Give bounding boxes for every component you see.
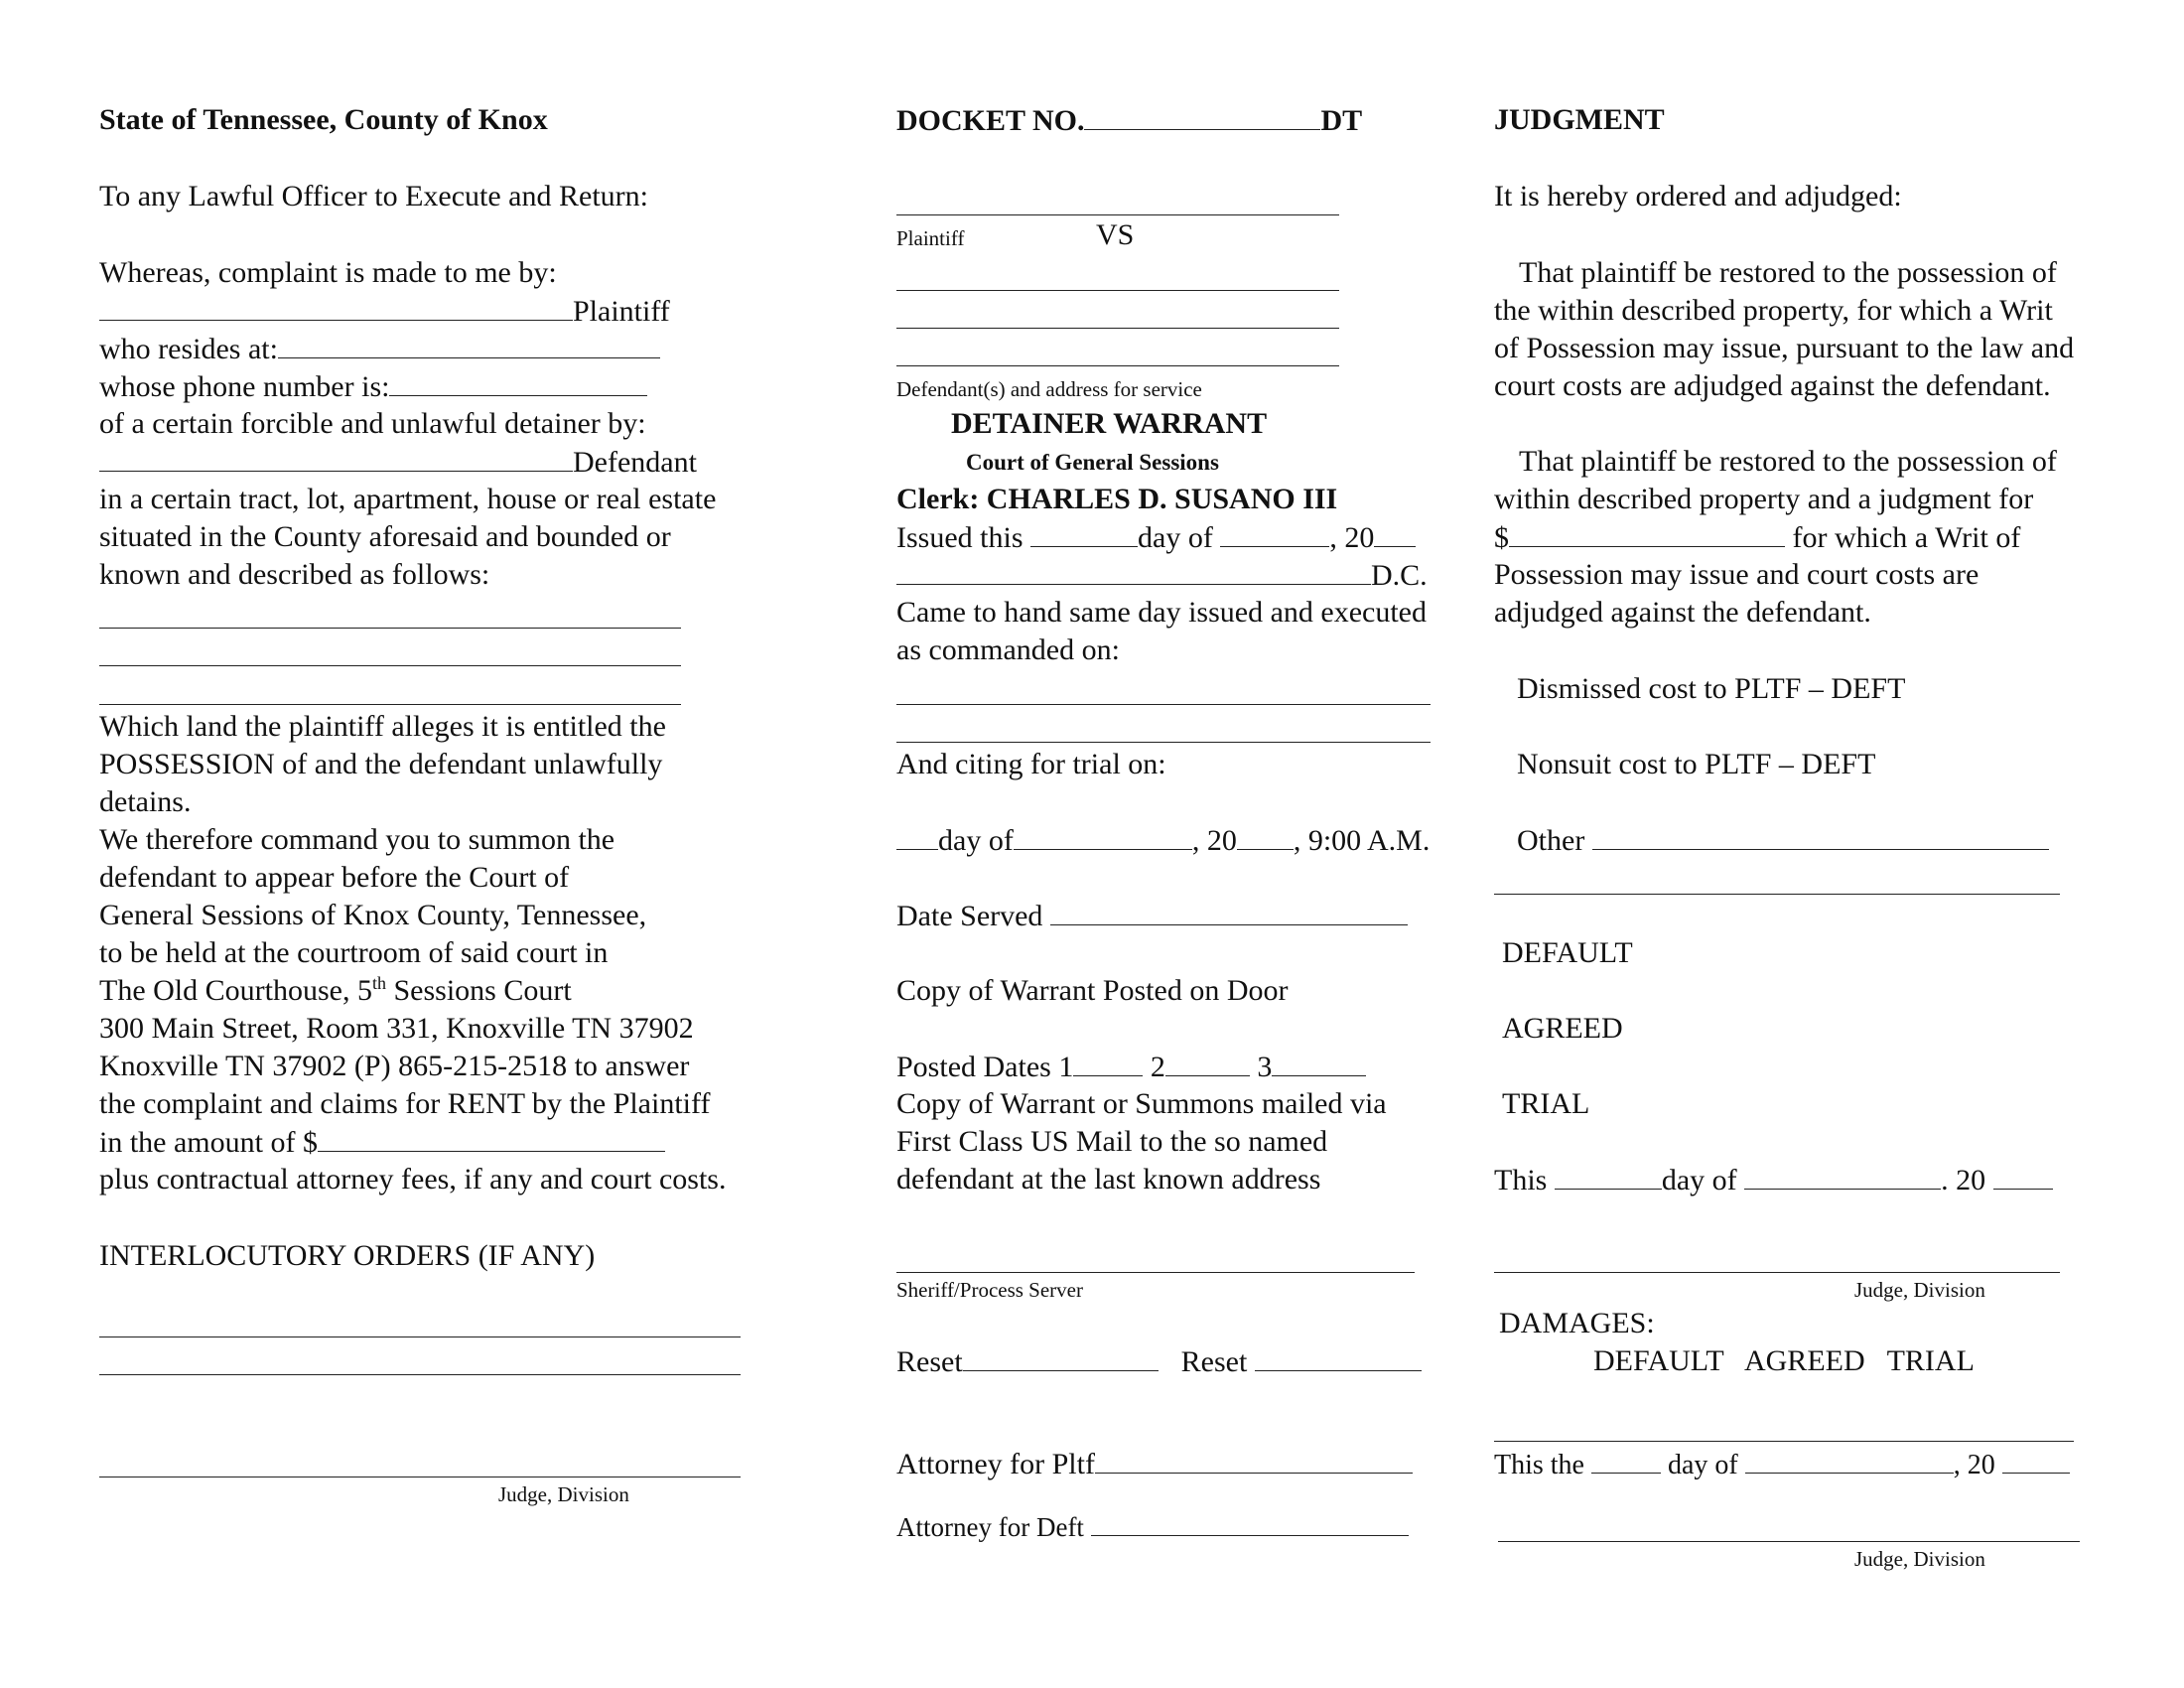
trial-day-blank[interactable]	[896, 821, 938, 850]
detainer-line: of a certain forcible and unlawful detainer by:	[99, 407, 646, 440]
damages-year-blank[interactable]	[2002, 1445, 2070, 1474]
address-line-1: 300 Main Street, Room 331, Knoxville TN 37902	[99, 1012, 694, 1045]
vs-label: VS	[1096, 218, 1135, 251]
other-blank-2[interactable]	[1494, 894, 2060, 895]
para1-line-3: of Possession may issue, pursuant to the law and	[1494, 332, 2075, 364]
tract-line-1: in a certain tract, lot, apartment, house or real estate	[99, 483, 717, 515]
para2-line-1: That plaintiff be restored to the possession of	[1519, 445, 2057, 478]
default-option[interactable]: DEFAULT	[1502, 936, 1633, 969]
ordered-line: It is hereby ordered and adjudged:	[1494, 180, 1902, 212]
date-served-row: Date Served	[896, 897, 1408, 935]
judge-division-label-left: Judge, Division	[498, 1482, 629, 1506]
reset-2-blank[interactable]	[1255, 1342, 1422, 1371]
para2-line-4: Possession may issue and court costs are	[1494, 558, 1979, 591]
defendant-blank-1[interactable]	[896, 290, 1339, 291]
para2-line-2: within described property and a judgment for	[1494, 483, 2034, 515]
clerk-line: Clerk: CHARLES D. SUSANO III	[896, 483, 1338, 515]
officer-line: To any Lawful Officer to Execute and Return:	[99, 180, 648, 212]
interlocutory-blank-2[interactable]	[99, 1374, 741, 1375]
sheriff-signature-line[interactable]	[896, 1272, 1415, 1273]
which-line-4: We therefore command you to summon the	[99, 823, 615, 856]
court-name: Court of General Sessions	[966, 450, 1219, 475]
deputy-clerk-blank[interactable]	[896, 556, 1371, 585]
mailed-line-3: defendant at the last known address	[896, 1163, 1321, 1196]
came-line-1: Came to hand same day issued and executed	[896, 596, 1427, 629]
plaintiff-phone-blank[interactable]	[389, 367, 647, 396]
trial-year-blank[interactable]	[1237, 821, 1294, 850]
defendant-name-blank[interactable]	[99, 443, 573, 472]
tract-line-3: known and described as follows:	[99, 558, 490, 591]
interlocutory-blank-1[interactable]	[99, 1336, 741, 1337]
courthouse-line: The Old Courthouse, 5th Sessions Court	[99, 973, 572, 1007]
judgment-month-blank[interactable]	[1744, 1161, 1941, 1190]
reset-row: Reset Reset	[896, 1342, 1422, 1381]
defendant-blank-3[interactable]	[896, 365, 1339, 366]
damages-heading: DAMAGES:	[1499, 1307, 1655, 1339]
docket-number-blank[interactable]	[1084, 101, 1320, 130]
para2-line-5: adjudged against the defendant.	[1494, 596, 1871, 629]
citing-line: And citing for trial on:	[896, 748, 1166, 780]
judgment-amount-blank[interactable]	[1509, 518, 1785, 547]
plaintiff-row: Plaintiff	[99, 292, 670, 331]
plaintiff-caption: Plaintiff	[896, 226, 965, 250]
damages-month-blank[interactable]	[1745, 1445, 1954, 1474]
sheriff-caption: Sheriff/Process Server	[896, 1278, 1083, 1302]
issued-day-blank[interactable]	[1030, 518, 1138, 547]
damages-options[interactable]: DEFAULT AGREED TRIAL	[1593, 1344, 1975, 1377]
agreed-option[interactable]: AGREED	[1502, 1012, 1623, 1045]
resides-row: who resides at:	[99, 330, 660, 368]
executed-blank-2[interactable]	[896, 742, 1431, 743]
which-line-5: defendant to appear before the Court of	[99, 861, 570, 894]
executed-blank-1[interactable]	[896, 704, 1431, 705]
other-row: Other	[1517, 821, 2049, 860]
state-county-header: State of Tennessee, County of Knox	[99, 103, 548, 136]
trial-month-blank[interactable]	[1014, 821, 1192, 850]
nonsuit-line: Nonsuit cost to PLTF – DEFT	[1517, 748, 1876, 780]
judgment-date-row: This day of . 20	[1494, 1161, 2053, 1199]
posted-dates-row: Posted Dates 1 2 3	[896, 1048, 1366, 1086]
posted-date-3-blank[interactable]	[1272, 1048, 1366, 1076]
plaintiff-address-blank[interactable]	[278, 330, 660, 358]
dc-row: D.C.	[896, 556, 1428, 595]
date-served-blank[interactable]	[1050, 897, 1408, 925]
judge-signature-line-right-1[interactable]	[1494, 1272, 2060, 1273]
plus-line: plus contractual attorney fees, if any and court costs.	[99, 1163, 727, 1196]
judge-signature-line-right-2[interactable]	[1498, 1541, 2080, 1542]
defendants-caption: Defendant(s) and address for service	[896, 377, 1202, 401]
property-blank-2[interactable]	[99, 665, 681, 666]
property-blank-1[interactable]	[99, 628, 681, 629]
whereas-line: Whereas, complaint is made to me by:	[99, 256, 557, 289]
which-line-6: General Sessions of Knox County, Tennessee,	[99, 899, 647, 931]
other-blank[interactable]	[1592, 821, 2049, 850]
defendant-row: Defendant	[99, 443, 697, 482]
rent-amount-blank[interactable]	[318, 1123, 665, 1152]
issued-row: Issued this day of , 20	[896, 518, 1416, 557]
mailed-line-2: First Class US Mail to the so named	[896, 1125, 1328, 1158]
damages-date-row: This the day of , 20	[1494, 1445, 2070, 1484]
property-blank-3[interactable]	[99, 704, 681, 705]
para2-amount-row: $ for which a Writ of	[1494, 518, 2020, 557]
para1-line-4: court costs are adjudged against the defendant.	[1494, 369, 2051, 402]
address-line-3: the complaint and claims for RENT by the Plaintiff	[99, 1087, 711, 1120]
posted-date-2-blank[interactable]	[1165, 1048, 1250, 1076]
docket-row: DOCKET NO. DT	[896, 101, 1362, 140]
damages-day-blank[interactable]	[1591, 1445, 1661, 1474]
para1-line-1: That plaintiff be restored to the possession of	[1519, 256, 2057, 289]
para1-line-2: the within described property, for which a Writ	[1494, 294, 2053, 327]
posted-date-1-blank[interactable]	[1073, 1048, 1143, 1076]
issued-year-blank[interactable]	[1374, 518, 1416, 547]
judgment-year-blank[interactable]	[1993, 1161, 2053, 1190]
reset-1-blank[interactable]	[963, 1342, 1159, 1371]
detainer-warrant-title: DETAINER WARRANT	[951, 407, 1268, 440]
attorney-deft-row: Attorney for Deft	[896, 1507, 1409, 1546]
judgment-title: JUDGMENT	[1494, 103, 1665, 136]
trial-date-row: day of , 20 , 9:00 A.M.	[896, 821, 1430, 860]
judge-division-label-right-2: Judge, Division	[1854, 1547, 1985, 1571]
issued-month-blank[interactable]	[1220, 518, 1329, 547]
interlocutory-heading: INTERLOCUTORY ORDERS (IF ANY)	[99, 1239, 596, 1272]
which-line-7: to be held at the courtroom of said court in	[99, 936, 609, 969]
judgment-day-blank[interactable]	[1555, 1161, 1662, 1190]
plaintiff-blank[interactable]	[896, 214, 1339, 215]
amount-row: in the amount of $	[99, 1123, 665, 1162]
attorney-pltf-blank[interactable]	[1095, 1445, 1413, 1474]
attorney-deft-blank[interactable]	[1091, 1507, 1409, 1536]
which-line-1: Which land the plaintiff alleges it is entitled the	[99, 710, 666, 743]
defendant-blank-2[interactable]	[896, 328, 1339, 329]
mailed-line-1: Copy of Warrant or Summons mailed via	[896, 1087, 1387, 1120]
trial-option[interactable]: TRIAL	[1502, 1087, 1590, 1120]
plaintiff-name-blank[interactable]	[99, 292, 573, 321]
damages-blank[interactable]	[1494, 1441, 2074, 1442]
phone-row: whose phone number is:	[99, 367, 647, 406]
which-line-3: detains.	[99, 785, 192, 818]
tract-line-2: situated in the County aforesaid and bounded or	[99, 520, 671, 553]
posted-door-line: Copy of Warrant Posted on Door	[896, 974, 1289, 1007]
dismissed-line: Dismissed cost to PLTF – DEFT	[1517, 672, 1906, 705]
which-line-2: POSSESSION of and the defendant unlawfully	[99, 748, 663, 780]
came-line-2: as commanded on:	[896, 633, 1120, 666]
attorney-pltf-row: Attorney for Pltf	[896, 1445, 1413, 1483]
address-line-2: Knoxville TN 37902 (P) 865-215-2518 to answer	[99, 1050, 690, 1082]
judge-division-label-right-1: Judge, Division	[1854, 1278, 1985, 1302]
